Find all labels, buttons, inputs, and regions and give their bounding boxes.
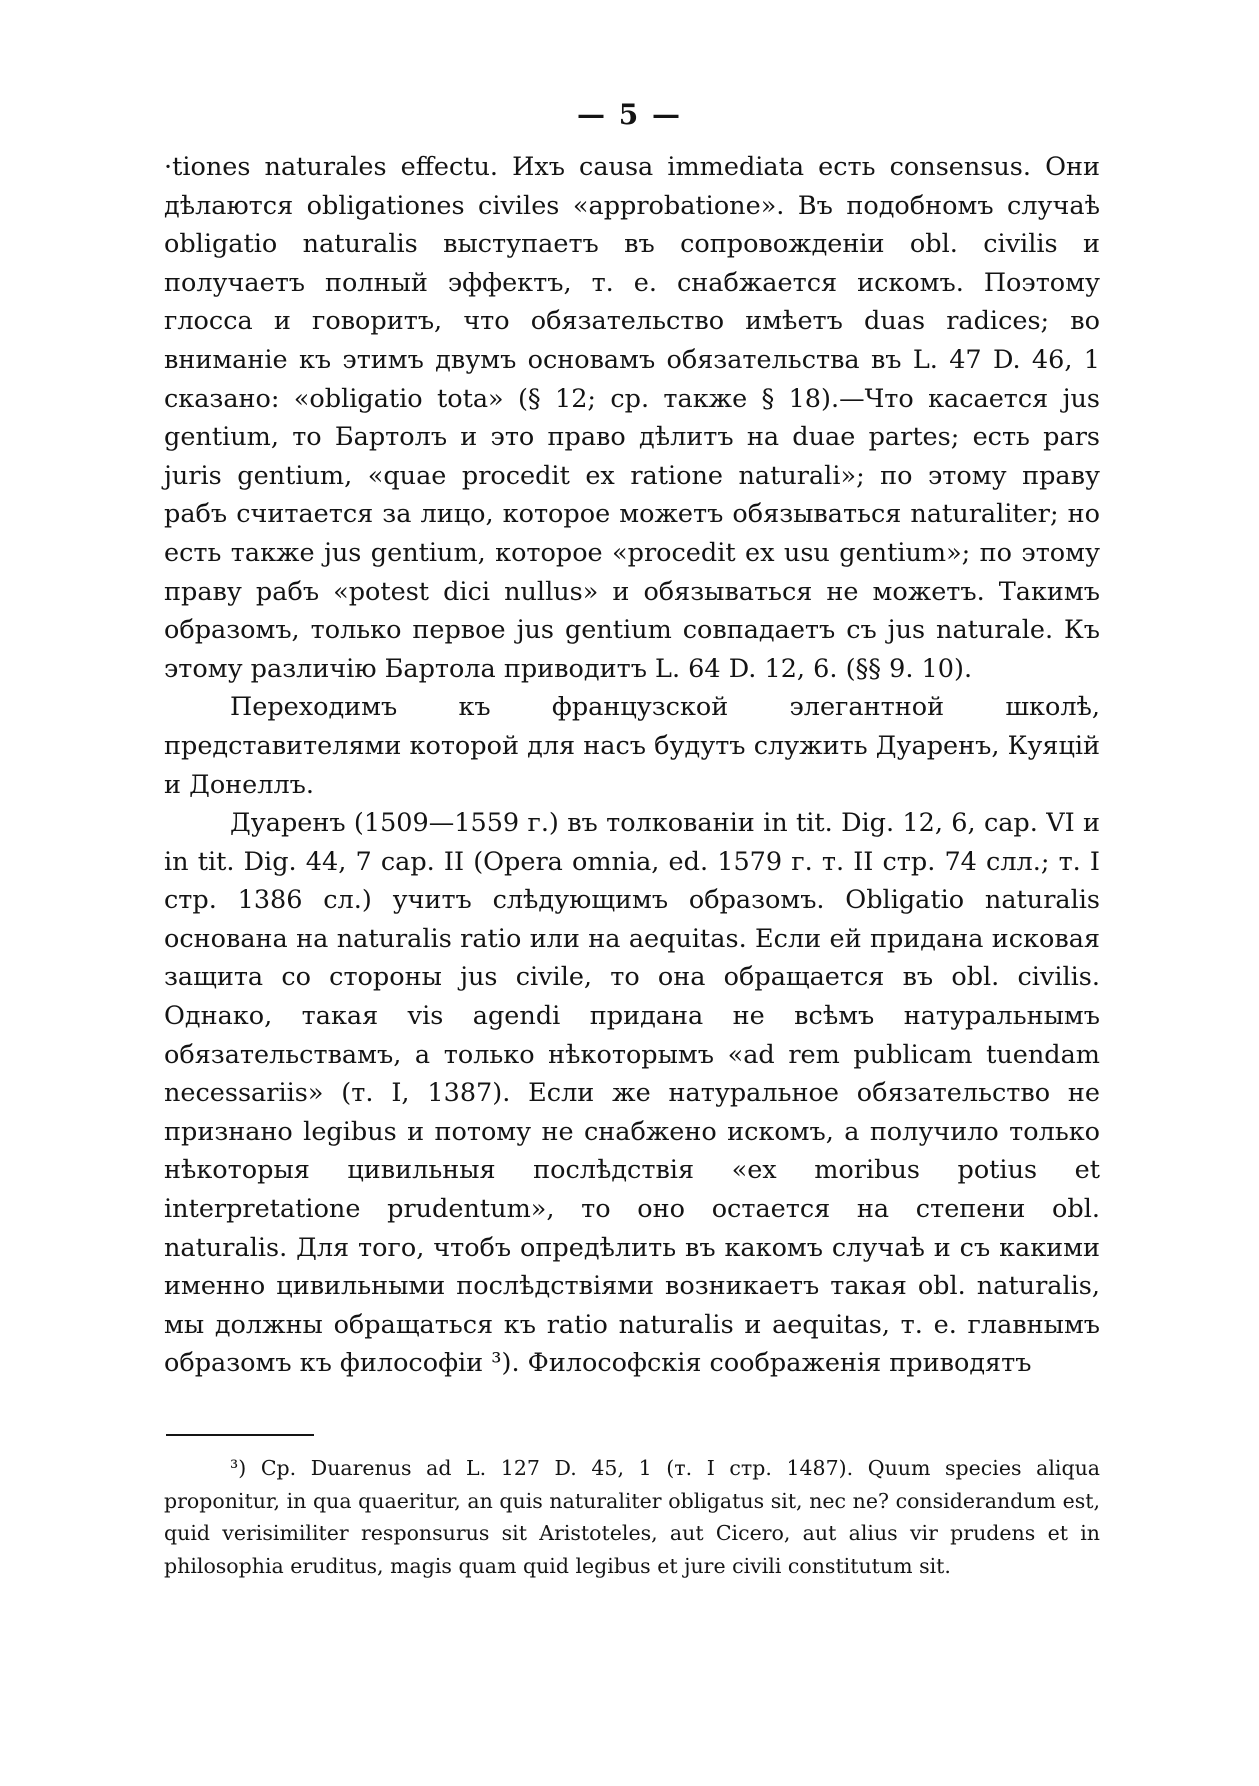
- footnote-divider: [166, 1434, 314, 1436]
- paragraph-duarenus: Дуаренъ (1509—1559 г.) въ толкованіи in tit. Dig. 12, 6, cap. VI и in tit. Dig. 44, 7 cap. II (Opera omnia, ed. 1579 г. т. II стр. 74 слл.; т. I стр. 1386 сл.) учитъ слѣдующимъ образомъ. Obligatio naturalis основана на naturalis ratio или на aequitas. Если ей придана исковая защита со стороны jus civile, то она обращается въ obl. civilis. Однако, такая vis agendi придана не всѣмъ натуральнымъ обязательствамъ, а только нѣкоторымъ «ad rem publicam tuendam necessariis» (т. I, 1387). Если же натуральное обязательство не признано legibus и потому не снабжено искомъ, а получило только нѣкоторыя цивильныя послѣдствія «ex moribus potius et interpretatione prudentum», то оно остается на степени obl. naturalis. Для того, чтобъ опредѣлить въ какомъ случаѣ и съ какими именно цивильными послѣдствіями возникаетъ такая obl. naturalis, мы должны обращаться къ ratio naturalis и aequitas, т. е. главнымъ образомъ къ философіи ³). Философскія соображенія приводятъ: [164, 808, 1100, 1379]
- page-number: — 5 —: [577, 98, 682, 131]
- paragraph-continuation: ·tiones naturales effectu. Ихъ causa immediata есть consensus. Они дѣлаются obligationes civiles «approbatione». Въ подобномъ случаѣ obligatio naturalis выступаетъ въ сопровожденіи obl. civilis и получаетъ полный эффектъ, т. е. снабжается искомъ. Поэтому глосса и говоритъ, что обязательство имѣетъ duas radices; во вниманіе къ этимъ двумъ основамъ обязательства въ L. 47 D. 46, 1 сказано: «obligatio tota» (§ 12; ср. также § 18).—Что касается jus gentium, то Бартолъ и это право дѣлитъ на duae partes; есть pars juris gentium, «quae procedit ex ratione naturali»; по этому праву рабъ считается за лицо, которое можетъ обязываться naturaliter; но есть также jus gentium, которое «procedit ex usu gentium»; по этому праву рабъ «potest dici nullus» и обязываться не можетъ. Такимъ образомъ, только первое jus gentium совпадаетъ съ jus naturale. Къ этому различію Бартола приводитъ L. 64 D. 12, 6. (§§ 9. 10).: [164, 152, 1100, 684]
- footnote: ³) Ср. Duarenus ad L. 127 D. 45, 1 (т. I стр. 1487). Quum species aliqua proponitur, in qua quaeritur, an quis naturaliter obligatus sit, nec ne? considerandum est, quid verisimiliter responsurus sit Aristoteles, aut Cicero, aut alius vir prudens et in philosophia eruditus, magis quam quid legibus et jure civili constitutum sit.: [164, 1456, 1100, 1578]
- body-text: [164, 148, 1100, 1383]
- paragraph-french-school: Переходимъ къ французской элегантной школѣ, представителями которой для насъ будутъ служить Дуаренъ, Куяцій и Донеллъ.: [164, 692, 1100, 800]
